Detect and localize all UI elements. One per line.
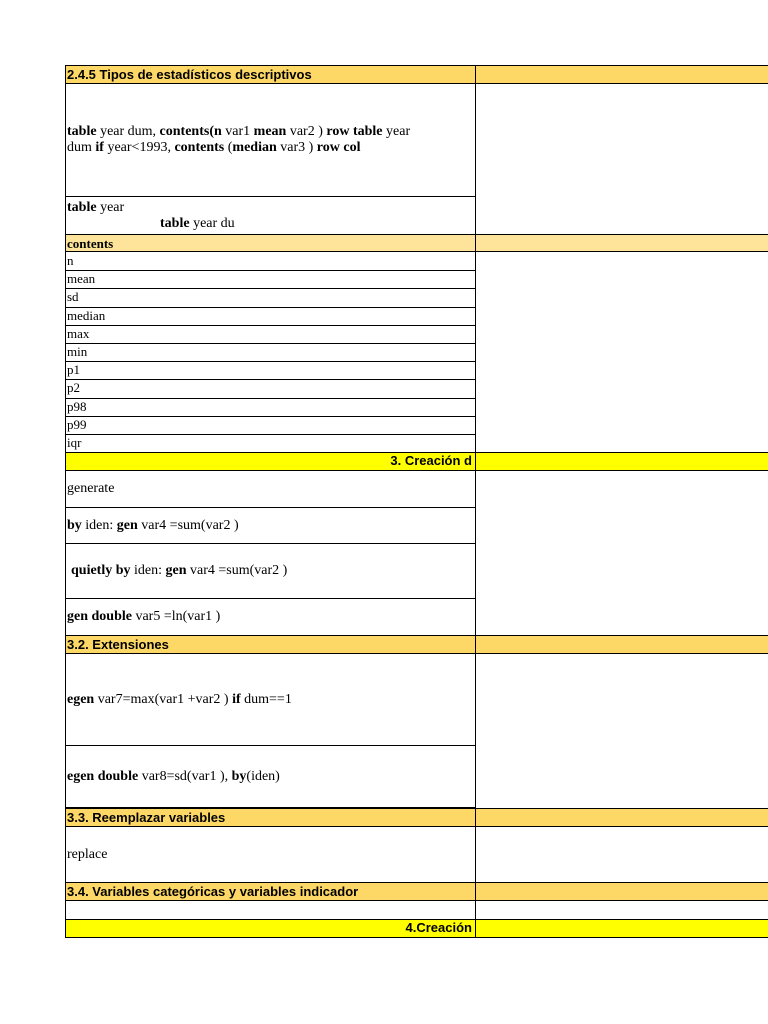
stat-label: p99 xyxy=(67,416,87,432)
kw: egen double xyxy=(67,768,139,784)
stat-row xyxy=(65,343,476,362)
by-gen-text xyxy=(67,518,239,534)
section-header-3-4 xyxy=(65,882,768,901)
txt: generate xyxy=(67,481,115,496)
table-yeardu-line xyxy=(160,216,235,232)
txt: var3 ) xyxy=(276,140,317,155)
by-gen-cell xyxy=(65,508,476,544)
section-title: 3.4. Variables categóricas y variables indicador xyxy=(65,883,476,900)
section-header-2-4-5 xyxy=(65,65,768,84)
kw: if xyxy=(232,691,241,707)
contents-header xyxy=(65,234,768,252)
egen-sd-cell xyxy=(65,746,476,808)
txt: ( xyxy=(224,140,233,155)
stat-row xyxy=(65,252,476,271)
section-header-3-3 xyxy=(65,808,768,827)
stat-row xyxy=(65,434,476,453)
kw: median xyxy=(232,140,277,155)
quietly-by-cell xyxy=(65,544,476,599)
kw: by xyxy=(67,517,82,533)
txt: dum==1 xyxy=(240,691,292,707)
stat-row xyxy=(65,379,476,398)
egen-max-text xyxy=(67,692,292,708)
section-title: 3. Creación d xyxy=(65,453,476,470)
kw: contents xyxy=(174,140,225,155)
txt: var4 =sum(var2 ) xyxy=(137,517,239,533)
stat-row xyxy=(65,361,476,380)
txt: (iden) xyxy=(246,768,280,784)
stat-label: mean xyxy=(67,271,96,287)
egen-max-cell xyxy=(65,654,476,746)
egen-sd-text xyxy=(67,769,280,785)
kw: row table xyxy=(326,124,383,139)
table-year-line xyxy=(67,200,124,216)
stat-row xyxy=(65,270,476,289)
section-title: 3.3. Reemplazar variables xyxy=(65,809,476,826)
gen-double-cell xyxy=(65,599,476,636)
txt: var1 xyxy=(221,124,254,139)
quietly-by-text xyxy=(71,563,287,579)
kw: gen xyxy=(116,517,138,533)
txt: var7=max(var1 +var2 ) xyxy=(94,691,233,707)
stat-row xyxy=(65,325,476,344)
txt: iden: xyxy=(130,563,166,578)
txt: var2 ) xyxy=(286,124,327,139)
section-title: 4.Creación xyxy=(65,920,476,937)
stat-label: n xyxy=(67,253,74,269)
txt: year du xyxy=(189,216,235,231)
txt: var4 =sum(var2 ) xyxy=(186,563,288,578)
table-year-content xyxy=(67,197,475,234)
section-title: 3.2. Extensiones xyxy=(65,636,476,653)
stat-label: iqr xyxy=(67,435,82,451)
stat-label: median xyxy=(67,307,106,323)
kw: row col xyxy=(316,140,361,155)
stat-label: p2 xyxy=(67,380,80,396)
txt: year xyxy=(96,200,125,215)
kw: by xyxy=(231,768,247,784)
txt: year<1993, xyxy=(103,140,175,155)
stat-label: p1 xyxy=(67,362,80,378)
stat-label: sd xyxy=(67,289,79,305)
txt: year dum, xyxy=(96,124,160,139)
txt: year xyxy=(382,124,411,139)
kw: table xyxy=(67,124,97,139)
contents-title: contents xyxy=(65,235,476,251)
txt: var5 =ln(var1 ) xyxy=(131,609,221,624)
generate-cell xyxy=(65,471,476,508)
kw: table xyxy=(67,200,97,215)
txt: dum xyxy=(67,140,96,155)
table-command-cell xyxy=(65,84,476,197)
kw: contents(n xyxy=(159,124,222,139)
stat-row xyxy=(65,288,476,307)
section-header-3-2 xyxy=(65,635,768,654)
stat-label: max xyxy=(67,325,90,341)
txt: iden: xyxy=(81,517,117,533)
table-year-cell xyxy=(65,197,476,235)
stat-row xyxy=(65,398,476,417)
kw: egen xyxy=(67,691,95,707)
kw: table xyxy=(160,216,190,231)
replace-cell xyxy=(65,827,476,883)
section-header-3 xyxy=(65,452,768,471)
table-command-text xyxy=(67,124,410,156)
stat-row xyxy=(65,307,476,326)
gen-double-text xyxy=(67,609,220,625)
stat-label: min xyxy=(67,344,88,360)
kw: quietly by xyxy=(71,563,131,578)
kw: if xyxy=(95,140,104,155)
stat-row xyxy=(65,416,476,435)
kw: gen double xyxy=(67,609,132,624)
stat-label: p98 xyxy=(67,398,87,414)
section-header-4 xyxy=(65,919,768,938)
kw: mean xyxy=(253,124,287,139)
empty-cell xyxy=(65,901,476,920)
kw: gen xyxy=(165,563,187,578)
txt: var8=sd(var1 ), xyxy=(138,768,232,784)
section-title: 2.4.5 Tipos de estadísticos descriptivos xyxy=(65,66,476,83)
txt: replace xyxy=(67,846,108,862)
